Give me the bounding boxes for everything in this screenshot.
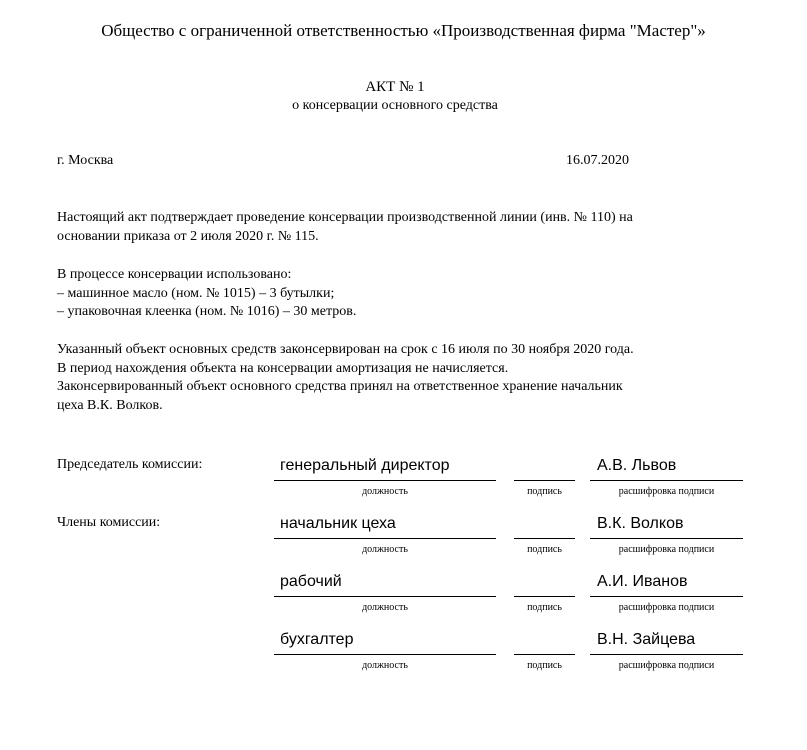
position-value: рабочий xyxy=(280,573,342,590)
paragraph-basis xyxy=(57,209,757,246)
paragraph-conservation-terms xyxy=(57,341,757,415)
name-caption: расшифровка подписи xyxy=(618,544,715,555)
text-line: основании приказа от 2 июля 2020 г. № 115. xyxy=(57,228,319,244)
text-line: Настоящий акт подтверждает проведение консервации производственной линии (инв. № 110) на xyxy=(57,210,633,225)
name-line xyxy=(590,480,743,481)
city: г. Москва xyxy=(57,153,114,168)
text-line: В процессе консервации использовано: xyxy=(57,267,292,282)
document-date: 16.07.2020 xyxy=(566,153,629,168)
signature-line xyxy=(514,654,575,655)
name-value: А.И. Иванов xyxy=(597,573,688,590)
text-line: цеха В.К. Волков. xyxy=(57,397,163,413)
position-line xyxy=(274,596,496,597)
text-line: Законсервированный объект основного средства принял на ответственное хранение начальник xyxy=(57,379,623,394)
text-line: В период нахождения объекта на консервации амортизация не начисляется. xyxy=(57,360,509,376)
name-caption: расшифровка подписи xyxy=(618,486,715,497)
position-line xyxy=(274,654,496,655)
signature-caption: подпись xyxy=(527,486,562,497)
signature-caption: подпись xyxy=(527,660,562,671)
signature-caption: подпись xyxy=(527,602,562,613)
position-line xyxy=(274,480,496,481)
name-value: А.В. Львов xyxy=(597,457,677,474)
name-line xyxy=(590,538,743,539)
position-value: начальник цеха xyxy=(280,515,396,532)
position-value: бухгалтер xyxy=(280,631,354,648)
text-line: – упаковочная клеенка (ном. № 1016) – 30 метров. xyxy=(57,304,357,319)
act-subtitle: о консервации основного средства xyxy=(292,98,498,113)
position-value: генеральный директор xyxy=(280,457,450,474)
chairman-label: Председатель комиссии: xyxy=(57,457,203,472)
text-line: Указанный объект основных средств законсервирован на срок с 16 июля по 30 ноября 2020 года. xyxy=(57,342,634,357)
position-line xyxy=(274,538,496,539)
signature-caption: подпись xyxy=(527,544,562,555)
name-line xyxy=(590,654,743,655)
position-caption: должность xyxy=(362,544,408,555)
members-label: Члены комиссии: xyxy=(57,515,161,530)
position-caption: должность xyxy=(362,602,408,613)
paragraph-materials xyxy=(57,266,757,322)
text-line: – машинное масло (ном. № 1015) – 3 бутылки; xyxy=(57,285,335,301)
name-value: В.Н. Зайцева xyxy=(597,631,696,648)
signature-line xyxy=(514,596,575,597)
position-caption: должность xyxy=(362,660,408,671)
signature-line xyxy=(514,480,575,481)
position-caption: должность xyxy=(362,486,408,497)
signature-line xyxy=(514,538,575,539)
act-title: АКТ № 1 xyxy=(365,79,425,95)
name-caption: расшифровка подписи xyxy=(618,602,715,613)
name-line xyxy=(590,596,743,597)
organization-name: Общество с ограниченной ответственностью «Производственная фирма "Мастер"» xyxy=(101,21,706,40)
name-value: В.К. Волков xyxy=(597,515,684,532)
name-caption: расшифровка подписи xyxy=(618,660,715,671)
